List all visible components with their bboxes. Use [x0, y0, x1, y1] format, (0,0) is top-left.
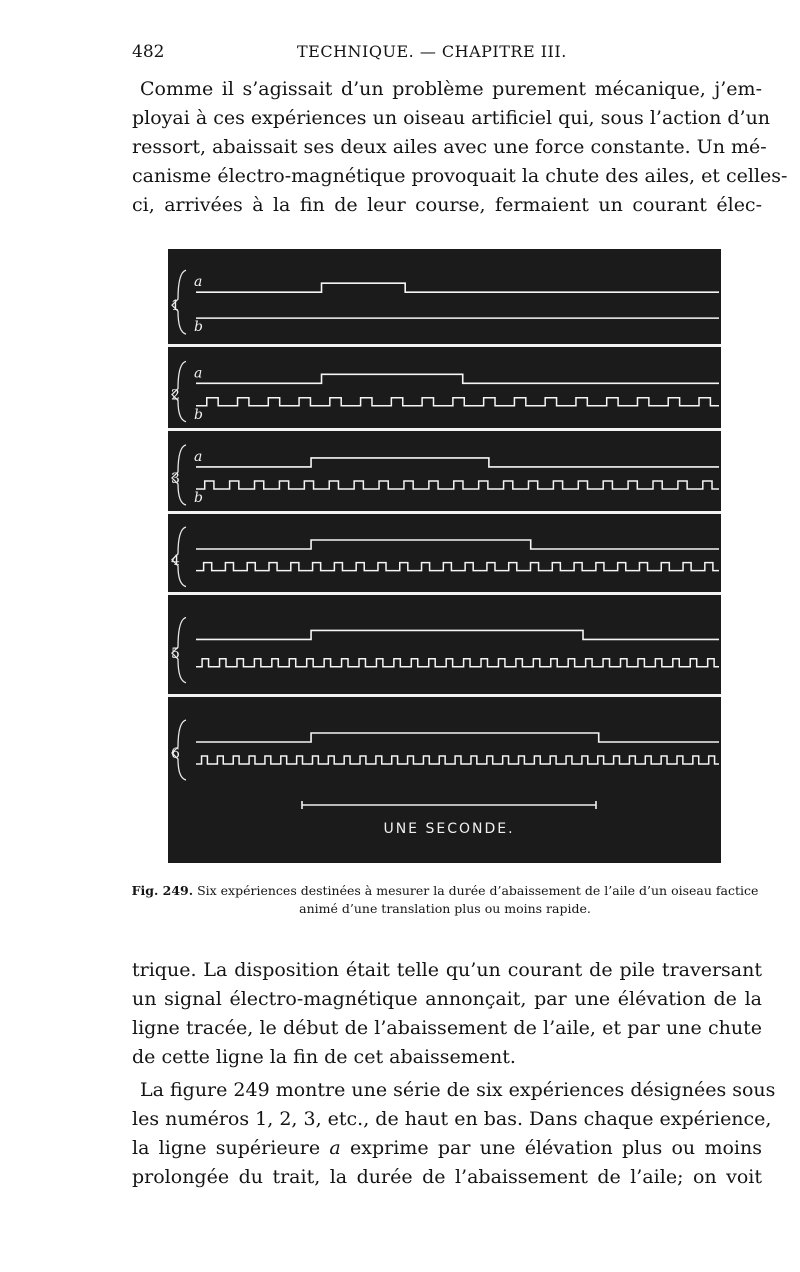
panel-separator	[168, 428, 721, 431]
text-line: Comme il s’agissait d’un problème purement mécanique, j’em-	[140, 78, 762, 100]
caption-line-1	[130, 882, 760, 900]
figure-label: Fig. 249.	[131, 883, 194, 898]
scale-label: UNE SECONDE.	[383, 821, 515, 837]
paragraph-2	[132, 956, 762, 1072]
variable-a: a	[329, 1137, 341, 1159]
panel-separator	[168, 694, 721, 697]
text-line: un signal électro-magnétique annonçait, par une élévation de la	[132, 988, 762, 1010]
time-trace-b	[196, 756, 719, 764]
text-line: ployai à ces expériences un oiseau artificiel qui, sous l’action d’un	[132, 107, 771, 129]
text-line: ci, arrivées à la fin de leur course, fermaient un courant élec-	[132, 194, 762, 216]
page-number: 482	[132, 42, 165, 62]
running-head: TECHNIQUE. — CHAPITRE III.	[297, 42, 567, 61]
trace-label-a: a	[194, 365, 203, 382]
signal-trace-a	[196, 630, 719, 639]
paragraph-3	[132, 1076, 776, 1192]
text-line: la ligne supérieure a exprime par une élévation plus ou moins	[132, 1137, 762, 1159]
text-line: La figure 249 montre une série de six expériences désignées sous	[140, 1079, 776, 1101]
time-trace-b	[196, 398, 719, 406]
text-line: les numéros 1, 2, 3, etc., de haut en bas. Dans chaque expérience,	[132, 1108, 772, 1130]
signal-trace-a	[196, 458, 719, 467]
signal-trace-a	[196, 733, 719, 742]
experiment-number: 5	[171, 646, 180, 663]
page-header	[132, 42, 758, 66]
trace-label-b: b	[194, 319, 203, 336]
experiment-number: 4	[171, 552, 180, 569]
experiment-number: 2	[171, 387, 180, 404]
scale-bar	[302, 801, 596, 809]
text-line: prolongée du trait, la durée de l’abaissement de l’aile; on voit	[132, 1166, 762, 1188]
text-line: de cette ligne la fin de cet abaissement.	[132, 1046, 516, 1068]
caption-text: Six expériences destinées à mesurer la durée d’abaissement de l’aile d’un oiseau factice	[197, 883, 759, 898]
figure-traces	[168, 249, 721, 863]
caption-line-2: animé d’une translation plus ou moins rapide.	[299, 901, 591, 916]
panel-separator	[168, 511, 721, 514]
panel-separator	[168, 344, 721, 347]
trace-label-a: a	[194, 448, 203, 465]
experiment-number: 1	[171, 298, 180, 315]
trace-label-b: b	[194, 406, 203, 423]
paragraph-1	[132, 75, 788, 220]
trace-label-a: a	[194, 274, 203, 291]
signal-trace-a	[196, 374, 719, 383]
text-line: trique. La disposition était telle qu’un courant de pile traversant	[132, 959, 762, 981]
time-trace-b	[196, 481, 719, 489]
panel-separator	[168, 592, 721, 595]
figure-caption	[130, 882, 760, 918]
signal-trace-a	[196, 283, 719, 292]
trace-label-b: b	[194, 490, 203, 507]
experiment-number: 6	[171, 746, 180, 762]
time-trace-b	[196, 563, 719, 571]
time-trace-b	[196, 659, 719, 667]
signal-trace-a	[196, 540, 719, 549]
text-line: ressort, abaissait ses deux ailes avec une force constante. Un mé-	[132, 136, 767, 158]
text-line: ligne tracée, le début de l’abaissement de l’aile, et par une chute	[132, 1017, 762, 1039]
figure-plate	[168, 249, 721, 863]
experiment-number: 3	[171, 470, 180, 487]
text-line: canisme électro-magnétique provoquait la chute des ailes, et celles-	[132, 165, 788, 187]
